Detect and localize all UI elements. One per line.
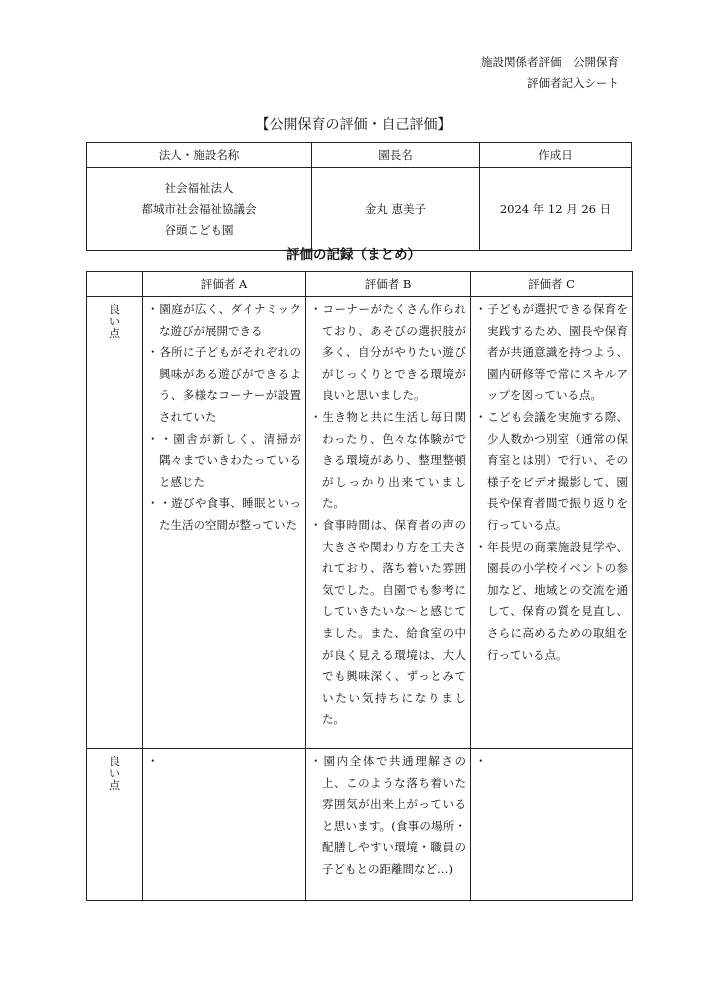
eval-row-good-points [87, 297, 633, 749]
facility-line: 谷頭こども園 [164, 222, 234, 237]
info-header-row [87, 143, 632, 168]
director-name-cell: 金丸 恵美子 [312, 168, 480, 251]
evaluator-b-cell [306, 749, 471, 901]
col-header-evaluator-a: 評価者 A [143, 272, 306, 297]
info-value-row [87, 168, 632, 251]
section-title: 評価の記録（まとめ） [286, 247, 421, 263]
col-header-director: 園長名 [312, 143, 480, 168]
evaluator-a-cell [143, 297, 306, 749]
comment-item: ・・遊びや食事、睡眠といった生活の空間が整っていた [147, 496, 301, 532]
comment-item: ・・園舎が新しく、清掃が隅々までいきわたっていると感じた [147, 431, 301, 489]
col-header-evaluator-b: 評価者 B [306, 272, 471, 297]
col-header-evaluator-c: 評価者 C [471, 272, 633, 297]
comment-item: ・生き物と共に生活し毎日関わったり、色々な体験ができる環境があり、整理整頓がしっかり出来ていました。 [310, 409, 466, 511]
col-header-facility: 法人・施設名称 [87, 143, 312, 168]
row-label: 良い点 [109, 755, 120, 792]
header-line-2: 評価者記入シート [527, 76, 619, 90]
created-date-cell: 2024 年 12 月 26 日 [480, 168, 632, 251]
row-label-cell [87, 749, 143, 901]
document-title: 【公開保育の評価・自己評価】 [255, 117, 452, 133]
comment-item: ・こども会議を実施する際、少人数かつ別室（通常の保育室とは別）で行い、その様子をビデオ撮影して、園長や保育者間で振り返りを行っている点。 [475, 409, 628, 532]
eval-header-row [87, 272, 633, 297]
evaluator-b-cell [306, 297, 471, 749]
header-line-1: 施設関係者評価 公開保育 [481, 55, 619, 69]
comment-item: ・年長児の商業施設見学や、園長の小学校イベントの参加など、地域との交流を通して、保育の質を見直し、さらに高めるための取組を行っている点。 [475, 539, 628, 662]
comment-item: ・各所に子どもがそれぞれの興味がある遊びができるよう、多様なコーナーが設置されていた [147, 345, 301, 424]
comment-item: ・ [147, 754, 159, 768]
evaluation-table [86, 271, 633, 901]
comment-item: ・園庭が広く、ダイナミックな遊びが展開できる [147, 302, 301, 338]
comment-item: ・子どもが選択できる保育を実践するため、園長や保育者が共通意識を持つよう、園内研修等で常にスキルアップを図っている点。 [475, 302, 628, 403]
eval-corner-cell [87, 272, 143, 297]
evaluator-c-cell [471, 297, 633, 749]
comment-item: ・食事時間は、保育者の声の大きさや関わり方を工夫されており、落ち着いた雰囲気でした。自園でも参考にしていきたいな～と感じてました。また、給食室の中が良く見える環境は、大人でも興味深く、ずっとみていたい気持ちになりました。 [310, 517, 466, 727]
comment-item: ・園内全体で共通理解さの上、このような落ち着いた雰囲気が出来上がっていると思います。(食事の場所・配膳しやすい環境・職員の子どもとの距離間など…) [310, 754, 466, 876]
eval-row-good-points-2 [87, 749, 633, 901]
row-label-cell [87, 297, 143, 749]
evaluator-a-cell [143, 749, 306, 901]
facility-line: 社会福祉法人 [164, 180, 234, 195]
col-header-date: 作成日 [480, 143, 632, 168]
comment-item: ・コーナーがたくさん作られており、あそびの選択肢が多く、自分がやりたい遊びがじっくりとできる環境が良いと思いました。 [310, 302, 466, 403]
document-header [481, 52, 619, 94]
row-label: 良い点 [109, 303, 120, 340]
facility-line: 都城市社会福祉協議会 [141, 201, 257, 216]
facility-name-cell [87, 168, 312, 251]
evaluator-c-cell [471, 749, 633, 901]
facility-info-table [86, 142, 632, 251]
comment-item: ・ [475, 754, 487, 768]
